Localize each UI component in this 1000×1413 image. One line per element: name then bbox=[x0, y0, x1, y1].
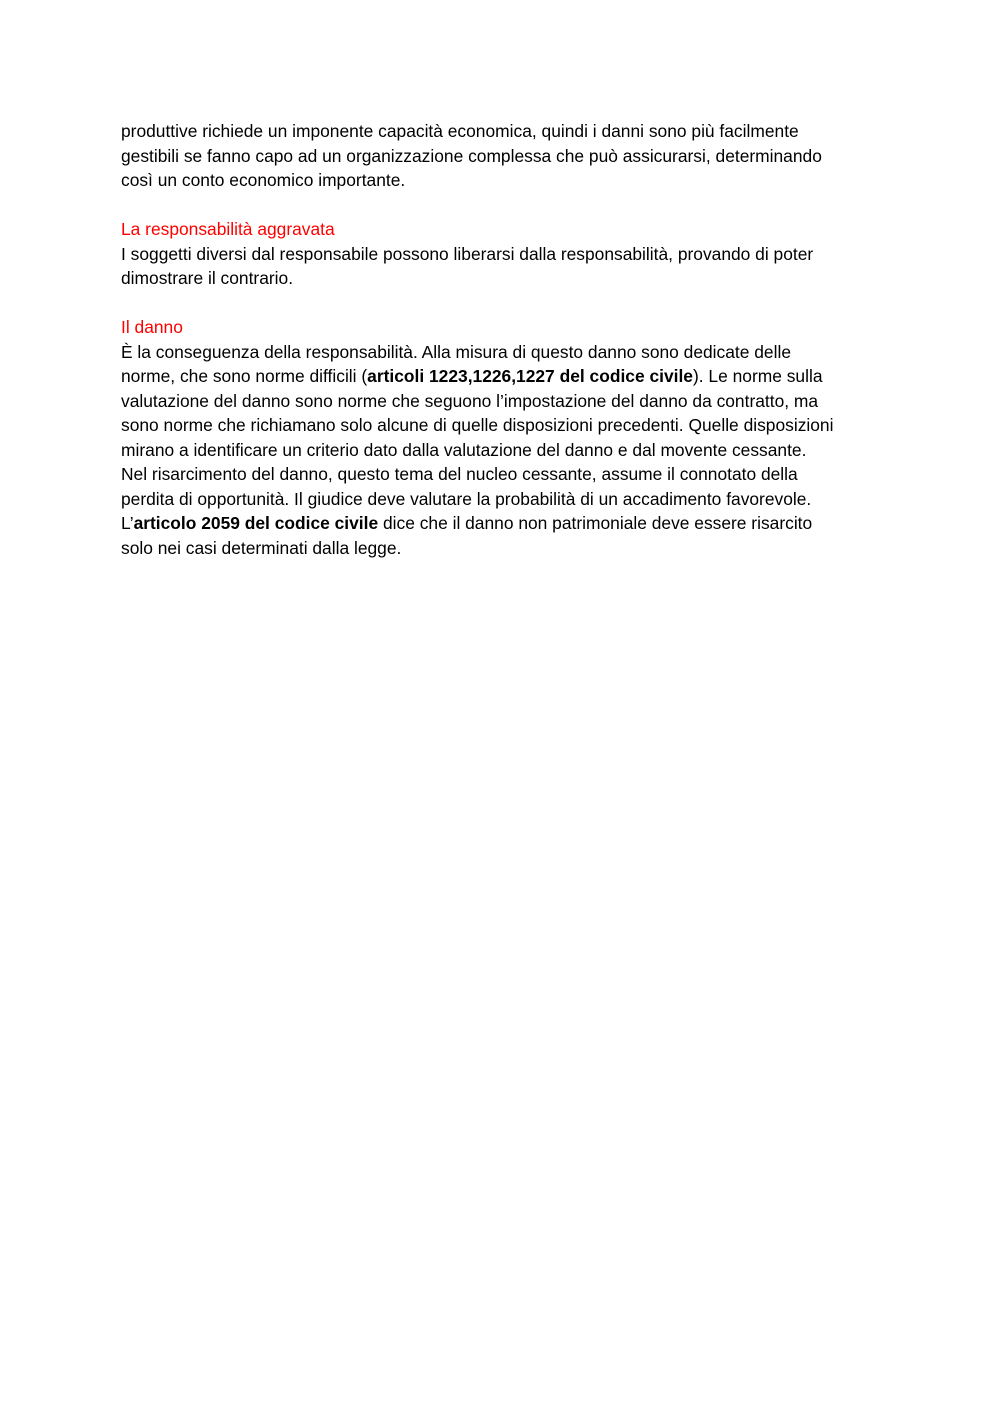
intro-line: produttive richiede un imponente capacità economica, quindi i danni sono più facilmente bbox=[121, 121, 799, 141]
section-line: dimostrare il contrario. bbox=[121, 268, 294, 288]
section-line: È la conseguenza della responsabilità. Alla misura di questo danno sono dedicate delle bbox=[121, 341, 791, 362]
document-body bbox=[121, 119, 891, 560]
text-run: L’ bbox=[121, 513, 134, 533]
section-heading: La responsabilità aggravata bbox=[121, 219, 335, 239]
intro-line: così un conto economico importante. bbox=[121, 170, 406, 190]
text-run: norme, che sono norme difficili ( bbox=[121, 366, 368, 386]
section-line: valutazione del danno sono norme che seguono l’impostazione del danno da contratto, ma bbox=[121, 390, 819, 411]
bold-citation: articoli 1223,1226,1227 del codice civile bbox=[367, 366, 693, 386]
section-line: sono norme che richiamano solo alcune di quelle disposizioni precedenti. Quelle disposizioni bbox=[121, 415, 834, 435]
paragraph-gap bbox=[121, 291, 891, 316]
text-run: dice che il danno non patrimoniale deve essere risarcito bbox=[378, 513, 813, 533]
section-line: perdita di opportunità. Il giudice deve valutare la probabilità di un accadimento favorevole. bbox=[121, 488, 812, 509]
section-line: solo nei casi determinati dalla legge. bbox=[121, 537, 402, 558]
text-run: ). Le norme sulla bbox=[692, 366, 823, 386]
intro-line: gestibili se fanno capo ad un organizzazione complessa che può assicurarsi, determinando bbox=[121, 145, 822, 166]
section-line: mirano a identificare un criterio dato dalla valutazione del danno e dal movente cessante. bbox=[121, 439, 807, 460]
bold-citation: articolo 2059 del codice civile bbox=[133, 513, 379, 533]
section-heading: Il danno bbox=[121, 317, 183, 337]
intro-paragraph bbox=[121, 119, 891, 193]
section-il-danno bbox=[121, 315, 891, 560]
section-line: Nel risarcimento del danno, questo tema del nucleo cessante, assume il connotato della bbox=[121, 464, 798, 484]
section-line bbox=[121, 364, 891, 389]
paragraph-gap bbox=[121, 193, 891, 218]
section-responsabilita-aggravata bbox=[121, 217, 891, 291]
section-line bbox=[121, 511, 891, 536]
section-line: I soggetti diversi dal responsabile possono liberarsi dalla responsabilità, provando di poter bbox=[121, 243, 814, 264]
